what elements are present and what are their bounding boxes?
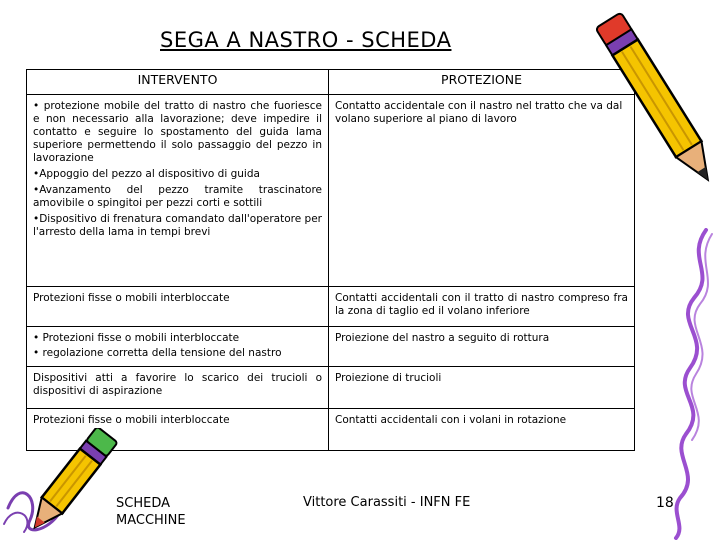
intervento-cell: Protezioni fisse o mobili interbloccate [27, 409, 329, 451]
list-item: •Appoggio del pezzo al dispositivo di guida [33, 168, 260, 180]
protezione-cell: Contatti accidentali con i volani in rotazione [329, 409, 635, 451]
intervento-cell: Protezioni fisse o mobili interbloccate [27, 287, 329, 327]
list-item: • regolazione corretta della tensione del nastro [33, 347, 282, 359]
table-header-row [27, 70, 635, 95]
header-intervento: INTERVENTO [27, 70, 329, 95]
footer-section-label: SCHEDA MACCHINE [116, 496, 186, 528]
header-protezione: PROTEZIONE [329, 70, 635, 95]
table-row [27, 327, 635, 367]
page-number: 18 [656, 495, 674, 511]
table-row [27, 367, 635, 409]
pencil-icon [596, 0, 720, 200]
list-item: •Avanzamento del pezzo tramite trascinatore amovibile o spingitoi per pezzi corti e sottili [33, 184, 322, 209]
squiggle-decoration [646, 228, 720, 540]
pencil-icon [0, 428, 130, 540]
intervento-cell [27, 95, 329, 287]
slide-title: SEGA A NASTRO - SCHEDA [160, 28, 452, 52]
list-item: •Dispositivo di frenatura comandato dall'operatore per l'arresto della lama in tempi brevi [33, 213, 322, 238]
intervento-cell: Dispositivi atti a favorire lo scarico dei trucioli o dispositivi di aspirazione [27, 367, 329, 409]
list-item: • protezione mobile del tratto di nastro che fuoriesce e non necessario alla lavorazione; deve impedire il contatto e seguire lo spostamento del guida lama superiore permettendo il solo passaggio del pezzo in lavorazione [33, 100, 322, 164]
safety-table [26, 69, 635, 451]
protezione-cell: Contatto accidentale con il nastro nel tratto che va dal volano superiore al piano di lavoro [329, 95, 635, 287]
table-row [27, 95, 635, 287]
table-row [27, 287, 635, 327]
intervento-cell [27, 327, 329, 367]
protezione-cell: Contatti accidentali con il tratto di nastro compreso fra la zona di taglio ed il volano inferiore [329, 287, 635, 327]
protezione-cell: Proiezione del nastro a seguito di rottura [329, 327, 635, 367]
protezione-cell: Proiezione di trucioli [329, 367, 635, 409]
list-item: • Protezioni fisse o mobili interbloccate [33, 332, 240, 344]
footer-author: Vittore Carassiti - INFN FE [303, 495, 471, 510]
